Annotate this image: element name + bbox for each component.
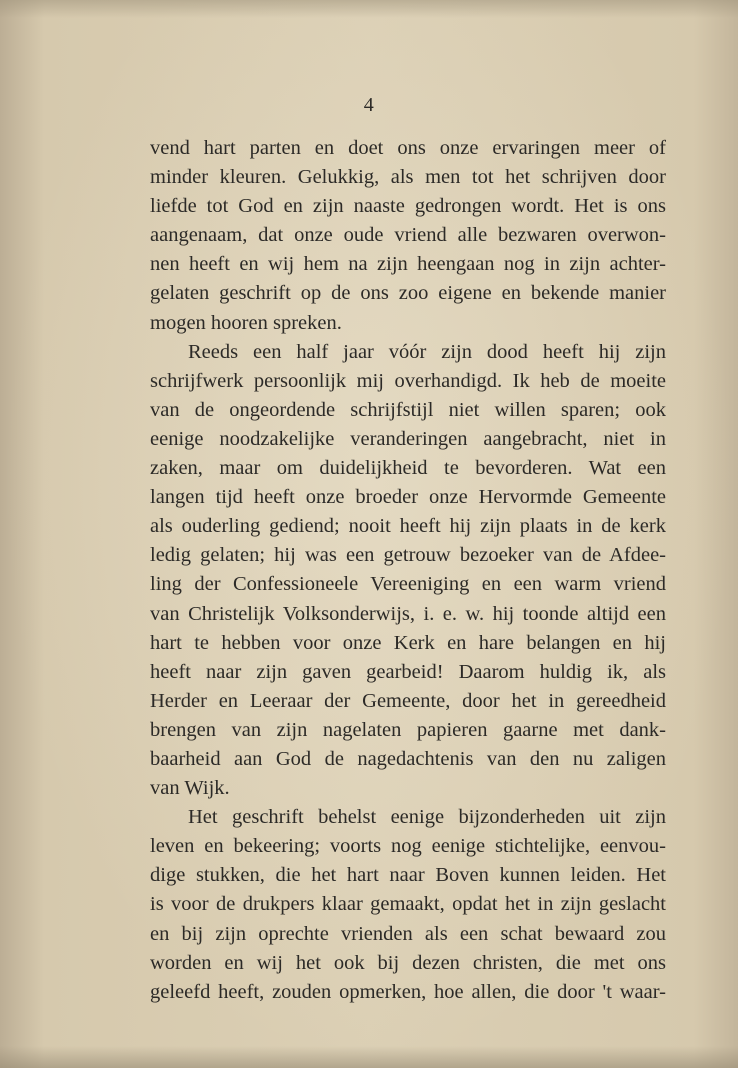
text-line: Herder en Leeraar der Gemeente, door het in gereedheid: [150, 689, 666, 712]
text-line: langen tijd heeft onze broeder onze Hervormde Gemeente: [150, 486, 666, 509]
body-text: [150, 134, 666, 1007]
text-line: dige stukken, die het hart naar Boven kunnen leiden. Het: [150, 864, 666, 887]
text-line: van de ongeordende schrijfstijl niet willen sparen; ook: [150, 398, 666, 421]
text-line: eenige noodzakelijke veranderingen aangebracht, niet in: [150, 427, 666, 450]
text-line: schrijfwerk persoonlijk mij overhandigd. Ik heb de moeite: [150, 369, 666, 392]
text-line: mogen hooren spreken.: [150, 311, 342, 334]
text-line: ling der Confessioneele Vereeniging en een warm vriend: [150, 573, 666, 596]
text-line: is voor de drukpers klaar gemaakt, opdat het in zijn geslacht: [150, 893, 666, 916]
page-edge-bottom: [0, 1046, 738, 1068]
text-line: en bij zijn oprechte vrienden als een schat bewaard zou: [150, 922, 666, 945]
paragraph-start-line: Het geschrift behelst eenige bijzonderheden uit zijn: [188, 806, 666, 829]
text-line: aangenaam, dat onze oude vriend alle bezwaren overwon-: [150, 224, 666, 247]
text-line: leven en bekeering; voorts nog eenige stichtelijke, eenvou-: [150, 835, 666, 858]
text-line: liefde tot God en zijn naaste gedrongen wordt. Het is ons: [150, 195, 666, 218]
text-line: hart te hebben voor onze Kerk en hare belangen en hij: [150, 631, 666, 654]
text-line: als ouderling gediend; nooit heeft hij zijn plaats in de kerk: [150, 515, 666, 538]
page-number: 4: [363, 94, 375, 116]
page-edge-top: [0, 0, 738, 18]
paragraph-start-line: Reeds een half jaar vóór zijn dood heeft hij zijn: [188, 340, 666, 363]
text-line: zaken, maar om duidelijkheid te bevorderen. Wat een: [150, 457, 666, 480]
text-line: gelaten geschrift op de ons zoo eigene en bekende manier: [150, 282, 666, 305]
text-line: nen heeft en wij hem na zijn heengaan nog in zijn achter-: [150, 253, 666, 276]
text-line: baarheid aan God de nagedachtenis van den nu zaligen: [150, 747, 666, 770]
text-line: worden en wij het ook bij dezen christen, die met ons: [150, 951, 666, 974]
text-line: ledig gelaten; hij was een getrouw bezoeker van de Afdee-: [150, 544, 666, 567]
text-line: brengen van zijn nagelaten papieren gaarne met dank-: [150, 718, 666, 741]
text-line: minder kleuren. Gelukkig, als men tot het schrijven door: [150, 166, 666, 189]
text-line: vend hart parten en doet ons onze ervaringen meer of: [150, 137, 666, 159]
text-line: geleefd heeft, zouden opmerken, hoe allen, die door 't waar-: [150, 980, 666, 1003]
text-line: heeft naar zijn gaven gearbeid! Daarom huldig ik, als: [150, 660, 666, 683]
text-line: van Christelijk Volksonderwijs, i. e. w. hij toonde altijd een: [150, 602, 666, 625]
text-line: van Wijk.: [150, 777, 230, 800]
